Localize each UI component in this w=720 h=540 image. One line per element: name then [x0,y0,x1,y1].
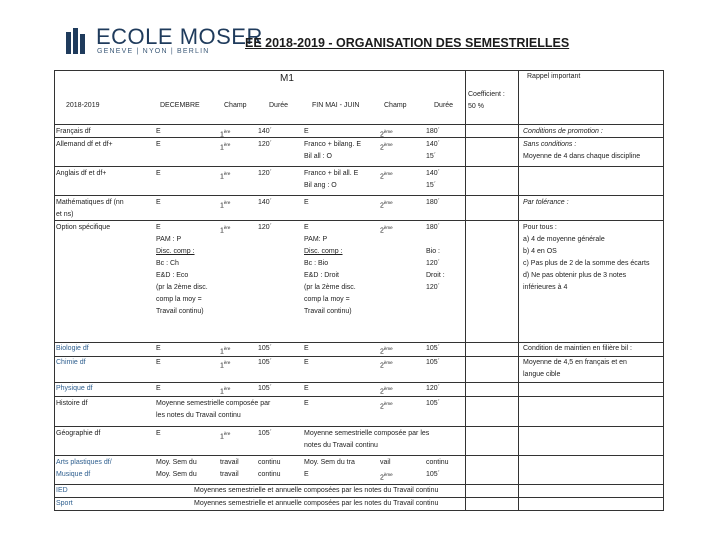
anglais-duree2b: 15´ [426,182,437,189]
allemand-duree2b: 15´ [426,153,437,160]
chimie-champ1: 1ère [220,360,231,370]
end-header: FIN MAI - JUIN [312,102,360,109]
champ-header-2: Champ [384,102,407,109]
subject-francais: Français df [56,128,91,135]
subject-arts-1: Arts plastiques df/ [56,459,112,466]
allemand-fin-2: Bil all : O [304,153,333,160]
physique-fin: E [304,385,309,392]
page-title: EE 2018-2019 - ORGANISATION DES SEMESTRIELLES [245,36,570,50]
grid-line [54,220,664,221]
option-fin-0: E [304,224,309,231]
subject-chimie: Chimie df [56,359,86,366]
histoire-duree2: 105´ [426,400,441,407]
grid-line [54,382,664,383]
grid-line [518,70,519,510]
option-fin-3: Bc : Bio [304,260,329,267]
grid-line [465,70,466,510]
grid-line [54,124,664,125]
allemand-dec: E [156,141,161,148]
histoire-dec-2: les notes du Travail continu [156,412,241,419]
option-note-0: Pour tous : [523,224,557,231]
option-dec-0: E [156,224,161,231]
arts-dec-1: Moy. Sem du [156,459,197,466]
chimie-duree1: 105´ [258,359,273,366]
option-duree2-3: 120´ [426,260,441,267]
promotion-conditions: Conditions de promotion : [523,128,603,135]
coefficient-value: 50 % [468,103,484,110]
logo-mark-icon [66,28,88,54]
year-header: 2018-2019 [66,102,100,109]
option-fin-7: Travail continu) [304,308,352,315]
grid-line [663,70,664,510]
option-note-2: b) 4 en OS [523,248,557,255]
chimie-fin: E [304,359,309,366]
arts-champ1-a: travail [220,459,239,466]
allemand-duree2a: 140´ [426,141,441,148]
subject-biologie: Biologie df [56,345,89,352]
arts-duree1-a: continu [258,459,281,466]
maths-champ2: 2ème [380,200,393,210]
geographie-champ1: 1ère [220,431,231,441]
option-champ1: 1ère [220,225,231,235]
anglais-fin-2: Bil ang : O [304,182,337,189]
biologie-duree2: 105´ [426,345,441,352]
geographie-dec: E [156,430,161,437]
option-champ2: 2ème [380,225,393,235]
school-logo [66,24,263,60]
sport-text: Moyennes semestrielle et annuelle composées par les notes du Travail continu [194,500,439,507]
duree-header-2: Durée [434,102,454,109]
bil-average-rule-1: Moyenne de 4,5 en français et en [523,359,627,366]
schedule-table [54,70,664,510]
subject-allemand: Allemand df et df+ [56,141,113,148]
physique-duree1: 105´ [258,385,273,392]
no-conditions: Sans conditions : [523,141,577,148]
december-header: DECEMBRE [160,102,200,109]
chimie-champ2: 2ème [380,360,393,370]
arts-fin-1: Moy. Sem du tra [304,459,355,466]
option-dec-6: comp la moy = [156,296,202,303]
anglais-dec: E [156,170,161,177]
grid-line [54,426,664,427]
subject-histoire: Histoire df [56,400,88,407]
option-duree2-5: 120´ [426,284,441,291]
physique-dec: E [156,385,161,392]
maths-champ1: 1ère [220,200,231,210]
grid-line [54,166,664,167]
histoire-fin: E [304,400,309,407]
allemand-duree1: 120´ [258,141,273,148]
francais-champ2: 2ème [380,129,393,139]
biologie-champ1: 1ère [220,346,231,356]
arts-fin-2: E [304,471,309,478]
average-rule: Moyenne de 4 dans chaque discipline [523,153,641,160]
histoire-dec-1: Moyenne semestrielle composée par [156,400,271,407]
reminder-label: Rappel important [527,73,581,80]
logo-cities: GENEVE | NYON | BERLIN [97,48,210,55]
ied-text: Moyennes semestrielle et annuelle composées par les notes du Travail continu [194,487,439,494]
histoire-champ2: 2ème [380,401,393,411]
biologie-champ2: 2ème [380,346,393,356]
champ-header-1: Champ [224,102,247,109]
maths-duree2: 180´ [426,199,441,206]
group-label: M1 [280,73,294,84]
arts-duree1-b: continu [258,471,281,478]
subject-physique: Physique df [56,385,93,392]
option-fin-2: Disc. comp : [304,248,343,255]
subject-option: Option spécifique [56,224,111,231]
subject-maths-1: Mathématiques df (nn [56,199,124,206]
allemand-fin-1: Franco + bilang. E [304,141,362,148]
arts-champ1-b: travail [220,471,239,478]
tolerance-label: Par tolérance : [523,199,569,206]
option-fin-1: PAM: P [304,236,328,243]
biologie-duree1: 105´ [258,345,273,352]
subject-geographie: Géographie df [56,430,101,437]
option-duree1: 120´ [258,224,273,231]
bil-maintain-condition: Condition de maintien en filière bil : [523,345,632,352]
subject-arts-2: Musique df [56,471,91,478]
coefficient-label: Coefficient : [468,91,505,98]
francais-dec: E [156,128,161,135]
geographie-duree1: 105´ [258,430,273,437]
chimie-duree2: 105´ [426,359,441,366]
option-note-5: inférieures à 4 [523,284,568,291]
anglais-duree1: 120´ [258,170,273,177]
option-duree2-2: Bio : [426,248,441,255]
option-duree2-0: 180´ [426,224,441,231]
option-note-4: d) Ne pas obtenir plus de 3 notes [523,272,627,279]
geographie-fin-2: notes du Travail continu [304,442,378,449]
maths-fin: E [304,199,309,206]
arts-duree2-a: continu [426,459,449,466]
grid-line [54,70,55,510]
grid-line [54,195,664,196]
arts-champ2-a: vail [380,459,391,466]
physique-duree2: 120´ [426,385,441,392]
option-dec-5: (pr la 2ème disc. [156,284,208,291]
biologie-dec: E [156,345,161,352]
arts-champ2: 2ème [380,472,393,482]
anglais-duree2a: 140´ [426,170,441,177]
option-dec-2: Disc. comp : [156,248,195,255]
grid-line [54,455,664,456]
allemand-champ1: 1ère [220,142,231,152]
allemand-champ2: 2ème [380,142,393,152]
francais-duree2: 180´ [426,128,441,135]
option-dec-7: Travail continu) [156,308,204,315]
option-note-1: a) 4 de moyenne générale [523,236,605,243]
maths-duree1: 140´ [258,199,273,206]
subject-anglais: Anglais df et df+ [56,170,107,177]
bil-average-rule-2: langue cible [523,371,561,378]
grid-line [54,396,664,397]
francais-fin: E [304,128,309,135]
arts-duree2: 105´ [426,471,441,478]
subject-maths-2: et ns) [56,211,74,218]
francais-champ1: 1ère [220,129,231,139]
option-fin-5: (pr la 2ème disc. [304,284,356,291]
francais-duree1: 140´ [258,128,273,135]
anglais-fin-1: Franco + bil all. E [304,170,359,177]
chimie-dec: E [156,359,161,366]
arts-dec-2: Moy. Sem du [156,471,197,478]
physique-champ2: 2ème [380,386,393,396]
maths-dec: E [156,199,161,206]
subject-ied: IED [56,487,68,494]
geographie-fin-1: Moyenne semestrielle composée par les [304,430,430,437]
logo-name: ECOLE MOSER [96,24,263,49]
option-duree2-4: Droit : [426,272,445,279]
duree-header-1: Durée [269,102,289,109]
anglais-champ2: 2ème [380,171,393,181]
grid-line [54,510,664,511]
anglais-champ1: 1ère [220,171,231,181]
biologie-fin: E [304,345,309,352]
option-fin-4: E&D : Droit [304,272,340,279]
physique-champ1: 1ère [220,386,231,396]
option-dec-1: PAM : P [156,236,182,243]
option-dec-3: Bc : Ch [156,260,179,267]
option-dec-4: E&D : Eco [156,272,189,279]
option-note-3: c) Pas plus de 2 de la somme des écarts [523,260,650,267]
option-fin-6: comp la moy = [304,296,350,303]
subject-sport: Sport [56,500,73,507]
